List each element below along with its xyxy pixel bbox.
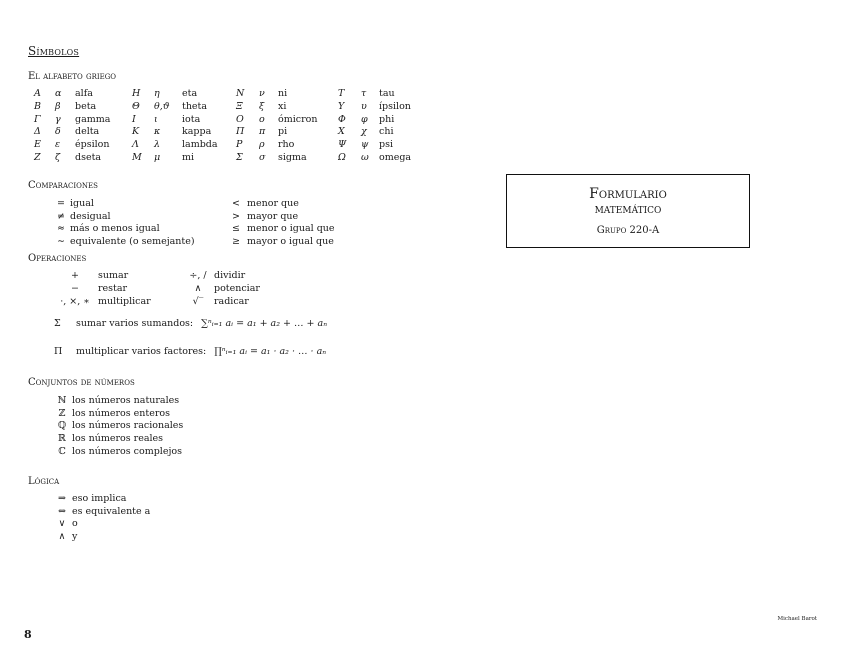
- logic-symbol: ∨: [58, 518, 66, 530]
- logic-label: eso implica: [72, 492, 127, 504]
- greek-lower: ω: [361, 151, 369, 163]
- list-row: [52, 432, 183, 445]
- logic-label: o: [72, 518, 78, 530]
- greek-lower: o: [259, 113, 265, 125]
- comparison-label: más o menos igual: [70, 223, 160, 235]
- comparison-label: desigual: [70, 210, 111, 222]
- greek-name: ni: [278, 88, 288, 99]
- greek-upper: X: [338, 126, 345, 138]
- greek-name: lambda: [182, 139, 218, 151]
- greek-upper: Λ: [132, 139, 139, 151]
- operation-label: radicar: [214, 296, 249, 308]
- logic-symbol: ∧: [58, 531, 66, 543]
- list-row: [52, 282, 151, 295]
- greek-name: dseta: [75, 151, 102, 163]
- box-title-line2: matemático: [594, 202, 662, 217]
- greek-upper: O: [236, 113, 244, 125]
- greek-upper: Ψ: [338, 139, 347, 151]
- list-row: [225, 197, 335, 210]
- greek-lower: τ: [361, 88, 367, 99]
- set-symbol: ℝ: [58, 433, 66, 445]
- list-row: [225, 235, 335, 248]
- sum-symbol: Σ: [54, 318, 61, 329]
- comparison-symbol: ≈: [57, 223, 65, 235]
- comparison-symbol: ≥: [232, 236, 240, 248]
- greek-name: xi: [278, 100, 287, 112]
- operation-symbol: ÷, /: [189, 270, 207, 282]
- greek-lower: μ: [154, 151, 161, 163]
- operation-label: sumar: [98, 270, 129, 282]
- greek-name: theta: [182, 100, 208, 112]
- operation-symbol: ·, ×, ∗: [60, 296, 90, 308]
- comparison-label: mayor o igual que: [247, 236, 334, 248]
- list-row: [52, 492, 150, 505]
- product-label: multiplicar varios factores:: [76, 346, 207, 357]
- greek-row: [28, 126, 428, 139]
- greek-name: gamma: [75, 113, 111, 125]
- greek-upper: Z: [34, 151, 41, 163]
- greek-lower: δ: [55, 126, 61, 138]
- comparison-symbol: <: [232, 197, 240, 209]
- set-label: los números naturales: [72, 394, 180, 406]
- operation-symbol: −: [71, 283, 79, 295]
- greek-upper: B: [34, 100, 41, 112]
- logic-symbol: ⇒: [58, 492, 66, 504]
- operations-heading: Operaciones: [28, 253, 87, 264]
- greek-name: ómicron: [278, 113, 318, 125]
- greek-lower: ξ: [259, 100, 265, 112]
- greek-lower: γ: [55, 113, 61, 125]
- sets-list: [52, 394, 183, 458]
- greek-upper: Γ: [34, 113, 41, 125]
- greek-upper: Ω: [338, 151, 346, 163]
- greek-lower: λ: [154, 139, 161, 151]
- list-row: [52, 295, 151, 308]
- page-number: 8: [24, 628, 32, 641]
- product-symbol: Π: [54, 346, 63, 357]
- comparisons-left: [52, 197, 195, 248]
- greek-upper: Y: [338, 100, 345, 112]
- sum-formula: ∑ⁿᵢ₌₁ aᵢ = a₁ + a₂ + … + aₙ: [201, 318, 328, 329]
- greek-name: phi: [379, 113, 395, 125]
- greek-lower: ρ: [259, 139, 265, 151]
- comparisons-right: [225, 197, 335, 248]
- greek-lower: ε: [55, 139, 61, 151]
- greek-lower: κ: [154, 126, 161, 138]
- greek-upper: Ξ: [236, 100, 243, 112]
- greek-upper: H: [132, 88, 141, 99]
- list-row: [52, 235, 195, 248]
- comparison-label: menor o igual que: [247, 223, 335, 235]
- logic-symbol: ⇔: [58, 505, 66, 517]
- greek-upper: T: [338, 88, 345, 99]
- list-row: [182, 282, 260, 295]
- list-row: [52, 269, 151, 282]
- set-symbol: ℂ: [58, 446, 66, 458]
- greek-name: alfa: [75, 88, 93, 99]
- title-box: [506, 174, 750, 248]
- set-symbol: ℤ: [58, 407, 66, 419]
- list-row: [52, 530, 150, 543]
- list-row: [52, 197, 195, 210]
- logic-heading: Lógica: [28, 476, 60, 487]
- greek-row: [28, 114, 428, 127]
- list-row: [182, 269, 260, 282]
- section-title: Símbolos: [28, 44, 80, 58]
- logic-label: y: [72, 531, 78, 543]
- greek-upper: Δ: [34, 126, 41, 138]
- greek-lower: β: [55, 100, 61, 112]
- set-label: los números complejos: [72, 446, 183, 458]
- comparison-label: igual: [70, 197, 94, 209]
- operation-symbol: √‾: [192, 296, 204, 308]
- comparison-label: mayor que: [247, 210, 299, 222]
- list-row: [52, 407, 183, 420]
- greek-upper: Σ: [236, 151, 243, 163]
- greek-name: sigma: [278, 151, 307, 163]
- operations-left: [52, 269, 151, 309]
- greek-row: [28, 101, 428, 114]
- operation-symbol: +: [71, 270, 79, 282]
- comparison-symbol: ∼: [57, 236, 65, 248]
- box-group: Grupo 220-A: [596, 225, 660, 236]
- logic-label: es equivalente a: [72, 505, 151, 517]
- greek-upper: P: [236, 139, 243, 151]
- sets-heading: Conjuntos de números: [28, 377, 135, 388]
- greek-name: ípsilon: [379, 100, 411, 112]
- sum-line: [54, 318, 327, 329]
- greek-upper: N: [236, 88, 245, 99]
- greek-lower: χ: [361, 126, 367, 138]
- list-row: [52, 505, 150, 518]
- box-title-line1: Formulario: [589, 186, 667, 202]
- greek-lower: ν: [259, 88, 265, 99]
- greek-name: delta: [75, 126, 100, 138]
- list-row: [225, 210, 335, 223]
- list-row: [225, 223, 335, 236]
- greek-name: beta: [75, 100, 97, 112]
- greek-name: mi: [182, 151, 195, 163]
- operation-label: restar: [98, 283, 128, 295]
- greek-upper: Π: [236, 126, 245, 138]
- greek-row: [28, 139, 428, 152]
- greek-upper: Θ: [132, 100, 140, 112]
- comparison-symbol: ≤: [232, 223, 240, 235]
- list-row: [52, 445, 183, 458]
- list-row: [52, 518, 150, 531]
- greek-name: rho: [278, 139, 295, 151]
- list-row: [182, 295, 260, 308]
- list-row: [52, 223, 195, 236]
- greek-lower: υ: [361, 100, 367, 112]
- operation-symbol: ∧: [194, 283, 202, 295]
- greek-upper: M: [132, 151, 142, 163]
- product-formula: ∏ⁿᵢ₌₁ aᵢ = a₁ · a₂ · … · aₙ: [214, 346, 327, 357]
- greek-name: eta: [182, 88, 198, 99]
- greek-name: omega: [379, 151, 412, 163]
- greek-lower: φ: [361, 113, 368, 125]
- comparison-symbol: =: [57, 197, 65, 209]
- greek-upper: A: [34, 88, 41, 99]
- list-row: [52, 394, 183, 407]
- logic-list: [52, 492, 150, 543]
- greek-upper: K: [132, 126, 140, 138]
- comparison-label: equivalente (o semejante): [70, 236, 195, 248]
- set-label: los números reales: [72, 433, 164, 445]
- author-name: Michael Barot: [777, 616, 817, 622]
- operation-label: multiplicar: [98, 296, 151, 308]
- greek-name: psi: [379, 139, 393, 151]
- greek-row: [28, 152, 428, 165]
- greek-name: tau: [379, 88, 395, 99]
- greek-lower: π: [259, 126, 266, 138]
- comparisons-heading: Comparaciones: [28, 180, 98, 191]
- greek-lower: θ,ϑ: [154, 100, 170, 112]
- set-label: los números enteros: [72, 407, 170, 419]
- product-line: [54, 346, 326, 357]
- set-symbol: ℕ: [57, 394, 67, 406]
- greek-upper: I: [132, 113, 136, 125]
- greek-lower: ζ: [55, 151, 61, 163]
- greek-name: kappa: [182, 126, 212, 138]
- greek-upper: Φ: [338, 113, 346, 125]
- greek-lower: α: [55, 88, 62, 99]
- greek-name: épsilon: [75, 139, 110, 151]
- greek-name: iota: [182, 113, 201, 125]
- comparison-label: menor que: [247, 197, 299, 209]
- comparison-symbol: ≠: [57, 210, 65, 222]
- greek-row: [28, 88, 428, 101]
- greek-table: [28, 88, 428, 165]
- greek-lower: ι: [154, 113, 158, 125]
- set-symbol: ℚ: [57, 420, 67, 432]
- operation-label: dividir: [214, 270, 246, 282]
- sum-label: sumar varios sumandos:: [76, 318, 194, 329]
- greek-upper: E: [34, 139, 41, 151]
- comparison-symbol: >: [232, 210, 240, 222]
- greek-lower: ψ: [361, 139, 369, 151]
- greek-name: pi: [278, 126, 288, 138]
- greek-lower: σ: [259, 151, 266, 163]
- greek-lower: η: [154, 88, 160, 99]
- list-row: [52, 420, 183, 433]
- greek-name: chi: [379, 126, 394, 138]
- list-row: [52, 210, 195, 223]
- operations-right: [182, 269, 260, 309]
- operation-label: potenciar: [214, 283, 260, 295]
- set-label: los números racionales: [72, 420, 184, 432]
- greek-heading: El alfabeto griego: [28, 71, 117, 82]
